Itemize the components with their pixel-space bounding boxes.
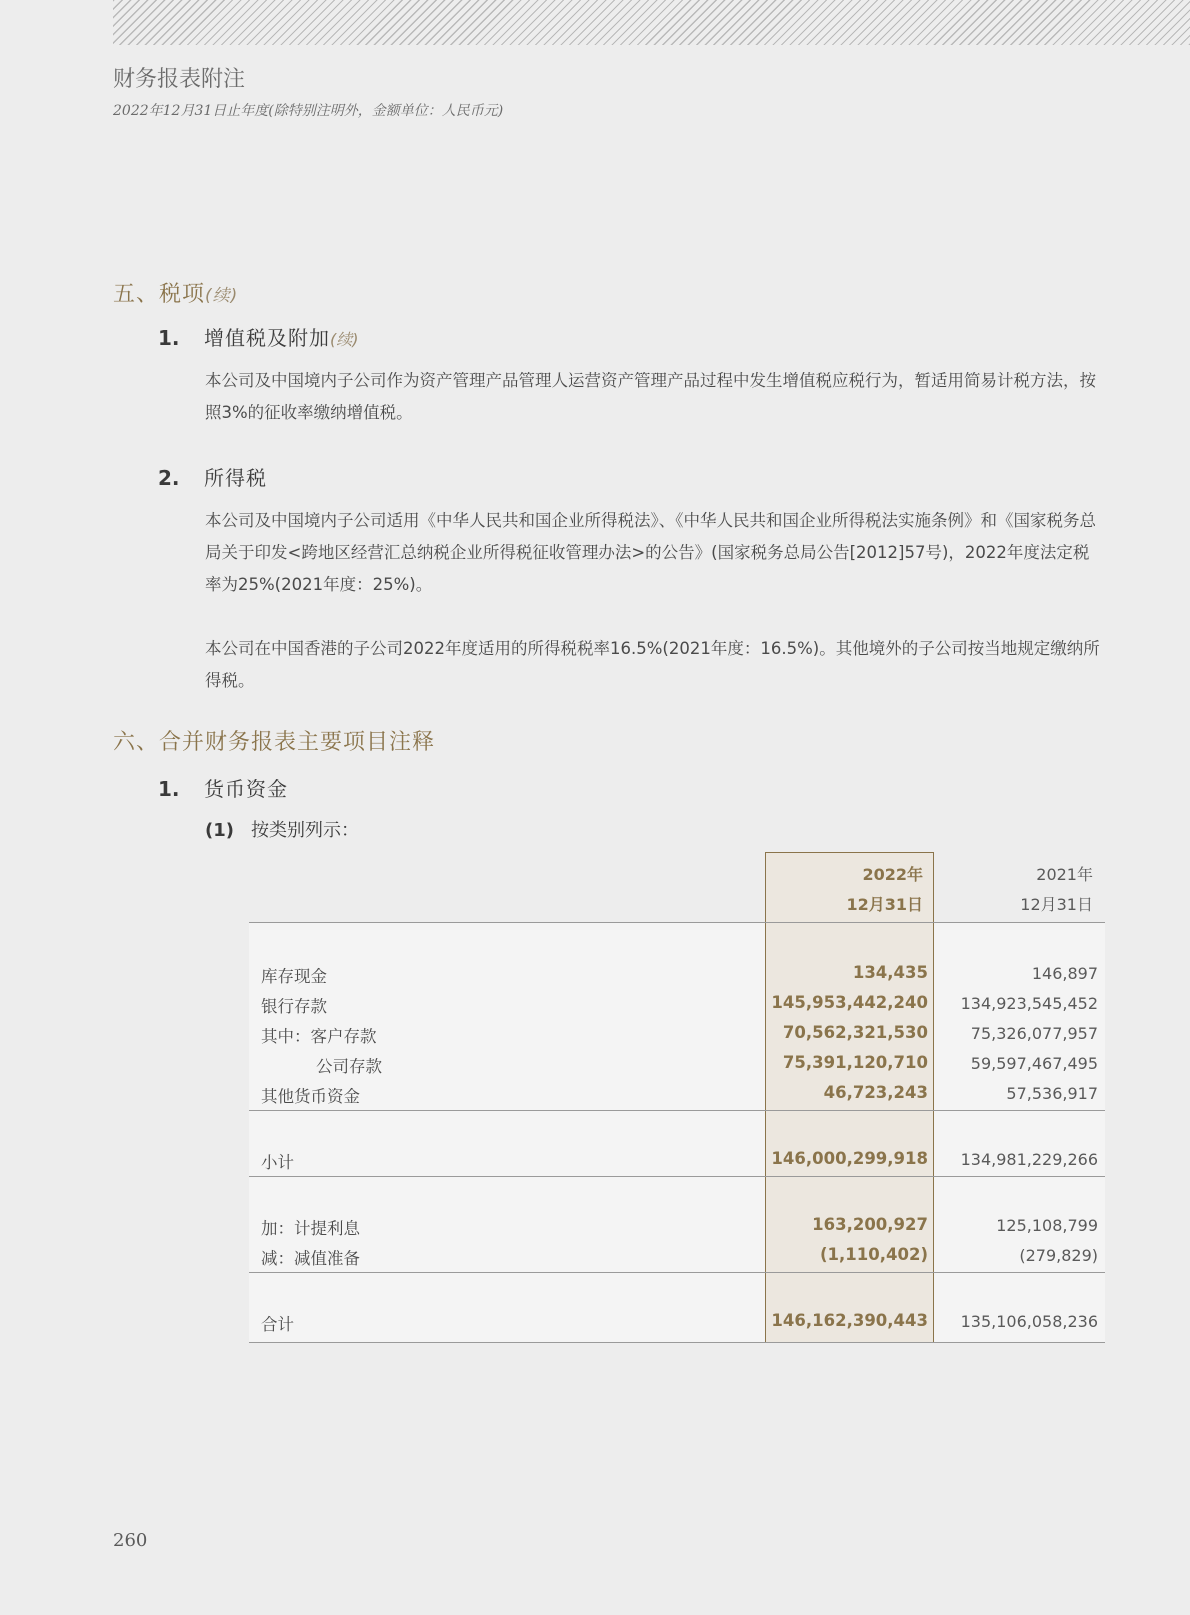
section-6-heading: 六、合并财务报表主要项目注释 (113, 730, 436, 755)
income-tax-paragraph-1 (205, 505, 1105, 601)
row-value-2022-subtotal: 146,000,299,918 (771, 1149, 928, 1168)
item-vat-number: 1. (158, 326, 180, 350)
row-label: 银行存款 (261, 997, 327, 1016)
item-cash-title: 货币资金 (204, 777, 288, 801)
row-value-2021: (279,829) (1019, 1246, 1098, 1265)
table-header-rule (249, 922, 1105, 923)
item-income-tax-heading (158, 462, 267, 491)
item-vat-title: 增值税及附加 (204, 326, 330, 350)
vat-text: 本公司及中国境内子公司作为资产管理产品管理人运营资产管理产品过程中发生增值税应税行为，暂适用简易计税方法，按照3%的征收率缴纳增值税。 (205, 371, 1096, 422)
row-value-2021: 146,897 (1031, 964, 1098, 983)
row-label: 减：减值准备 (261, 1249, 360, 1268)
header-2021-year: 2021年 (1036, 865, 1093, 884)
income-tax-paragraph-2 (205, 633, 1105, 697)
table-rule-adjustments (249, 1176, 1105, 1177)
subitem-title: 按类别列示： (251, 820, 359, 841)
row-label: 公司存款 (316, 1057, 382, 1076)
table-rule-subtotal (249, 1110, 1105, 1111)
header-hatch-band (113, 0, 1190, 45)
row-value-2021-total: 135,106,058,236 (960, 1312, 1098, 1331)
income-tax-text-2: 本公司在中国香港的子公司2022年度适用的所得税税率16.5%(2021年度：16.5%)。其他境外的子公司按当地规定缴纳所得税。 (205, 639, 1100, 690)
row-value-2022: (1,110,402) (820, 1245, 928, 1264)
row-value-2021: 125,108,799 (996, 1216, 1098, 1235)
row-value-2022: 145,953,442,240 (771, 993, 928, 1012)
row-value-2021: 59,597,467,495 (970, 1054, 1098, 1073)
item-vat-heading (158, 322, 359, 351)
row-label-subtotal: 小计 (261, 1153, 294, 1172)
row-value-2021: 134,923,545,452 (960, 994, 1098, 1013)
section-5-title: 五、税项 (113, 282, 206, 307)
item-income-tax-title: 所得税 (204, 466, 267, 490)
row-label: 库存现金 (261, 967, 327, 986)
row-value-2022: 70,562,321,530 (782, 1023, 928, 1042)
table-rule-total (249, 1272, 1105, 1273)
row-value-2022: 163,200,927 (812, 1215, 928, 1234)
row-value-2022: 75,391,120,710 (782, 1053, 928, 1072)
subitem-number: (1) (205, 820, 234, 841)
row-value-2021-subtotal: 134,981,229,266 (960, 1150, 1098, 1169)
row-label: 其他货币资金 (261, 1087, 360, 1106)
row-value-2022-total: 146,162,390,443 (771, 1311, 928, 1330)
header-2021-date: 12月31日 (1020, 895, 1093, 914)
subitem-by-category (205, 816, 359, 842)
cash-table-body-bg (249, 923, 1105, 1343)
running-header-title: 财务报表附注 (113, 67, 246, 92)
table-bottom-rule (249, 1342, 1105, 1343)
row-label: 其中：客户存款 (261, 1027, 377, 1046)
running-header-subtitle: 2022年12月31日止年度(除特别注明外，金额单位：人民币元) (113, 103, 504, 119)
item-income-tax-number: 2. (158, 466, 180, 490)
item-cash-number: 1. (158, 777, 180, 801)
header-2022-year: 2022年 (862, 865, 923, 884)
item-vat-continued: (续) (330, 330, 359, 349)
row-label: 加：计提利息 (261, 1219, 360, 1238)
header-2022-date: 12月31日 (846, 895, 923, 914)
row-value-2021: 57,536,917 (1006, 1084, 1098, 1103)
page-number: 260 (113, 1530, 148, 1551)
row-label-total: 合计 (261, 1315, 294, 1334)
income-tax-text-1: 本公司及中国境内子公司适用《中华人民共和国企业所得税法》、《中华人民共和国企业所得税法实施条例》和《国家税务总局关于印发<跨地区经营汇总纳税企业所得税征收管理办法>的公告》(国家税务总局公告[2012]57号)，2022年度法定税率为25%(2021年度：25%)。 (205, 511, 1096, 594)
section-5-heading (113, 277, 238, 308)
vat-paragraph (205, 365, 1105, 429)
section-5-continued: (续) (205, 286, 239, 306)
item-cash-heading (158, 773, 288, 802)
row-value-2022: 46,723,243 (823, 1083, 928, 1102)
row-value-2021: 75,326,077,957 (970, 1024, 1098, 1043)
row-value-2022: 134,435 (852, 963, 928, 982)
